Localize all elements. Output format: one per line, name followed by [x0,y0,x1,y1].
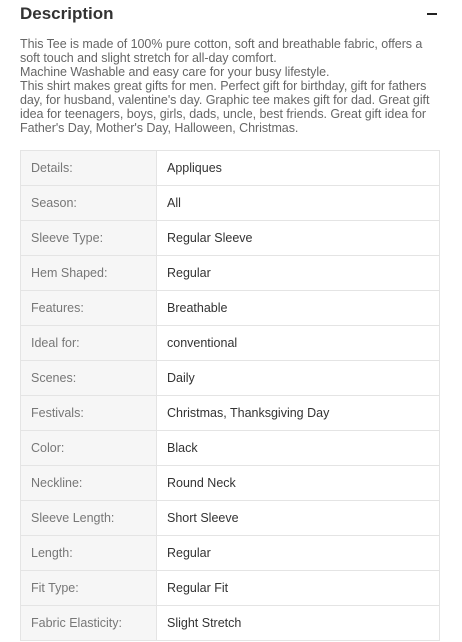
spec-label: Neckline: [21,466,157,501]
spec-label: Season: [21,186,157,221]
spec-row [21,256,440,291]
spec-label: Length: [21,536,157,571]
spec-row [21,361,440,396]
spec-row [21,326,440,361]
spec-value: Slight Stretch [157,606,440,641]
spec-value: Regular Fit [157,571,440,606]
spec-label: Details: [21,151,157,186]
spec-row [21,186,440,221]
description-paragraph: This shirt makes great gifts for men. Perfect gift for birthday, gift for fathers day, for husband, valentine's day. Graphic tee makes gift for dad. Great gift idea for teenagers, boys, girls, dads, uncle, best friends. Great gift idea for Father's Day, Mother's Day, Halloween, Christmas. [20,79,430,135]
minus-icon[interactable] [426,8,438,20]
spec-value: Appliques [157,151,440,186]
spec-label: Color: [21,431,157,466]
spec-label: Hem Shaped: [21,256,157,291]
spec-value: Black [157,431,440,466]
spec-row [21,536,440,571]
spec-label: Features: [21,291,157,326]
spec-value: Round Neck [157,466,440,501]
spec-value: Regular Sleeve [157,221,440,256]
spec-row [21,606,440,641]
spec-row [21,151,440,186]
spec-row [21,431,440,466]
spec-value: Short Sleeve [157,501,440,536]
spec-row [21,221,440,256]
spec-row [21,571,440,606]
description-text [20,37,440,135]
spec-value: Regular [157,536,440,571]
spec-row [21,501,440,536]
spec-label: Fabric Elasticity: [21,606,157,641]
spec-label: Ideal for: [21,326,157,361]
description-header[interactable] [20,0,440,28]
spec-label: Scenes: [21,361,157,396]
spec-value: Christmas, Thanksgiving Day [157,396,440,431]
spec-row [21,291,440,326]
spec-label: Sleeve Type: [21,221,157,256]
spec-value: conventional [157,326,440,361]
spec-row [21,396,440,431]
spec-label: Sleeve Length: [21,501,157,536]
description-title: Description [20,4,114,23]
description-paragraph: Machine Washable and easy care for your busy lifestyle. [20,65,330,79]
spec-value: All [157,186,440,221]
spec-value: Breathable [157,291,440,326]
spec-value: Daily [157,361,440,396]
spec-value: Regular [157,256,440,291]
description-paragraph: This Tee is made of 100% pure cotton, soft and breathable fabric, offers a soft touch and slight stretch for all-day comfort. [20,37,423,65]
spec-row [21,466,440,501]
spec-label: Fit Type: [21,571,157,606]
specifications-table [20,150,440,641]
spec-label: Festivals: [21,396,157,431]
